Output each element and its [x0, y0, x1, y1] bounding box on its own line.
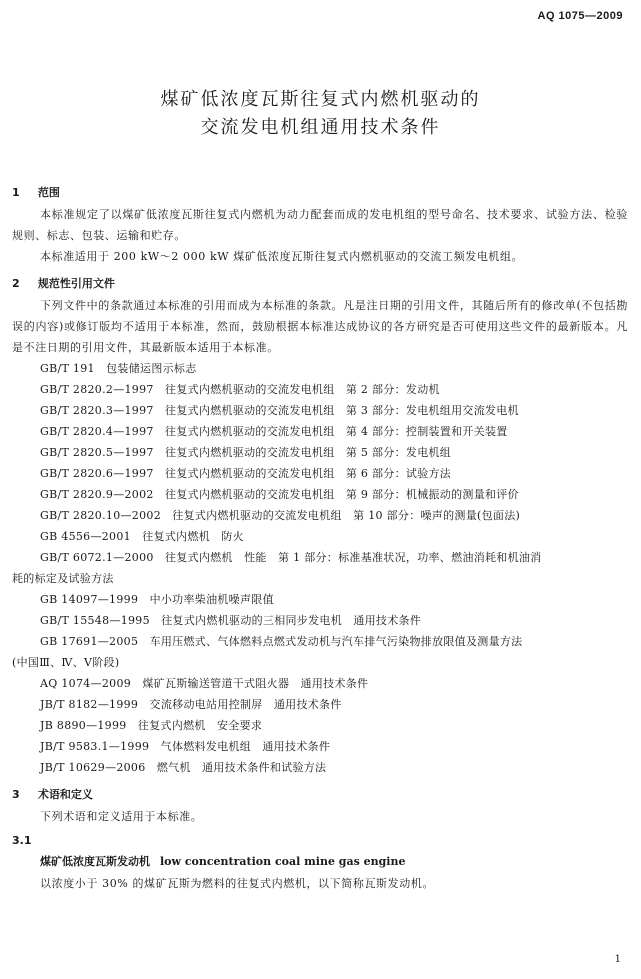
section-number: 1	[12, 186, 20, 199]
reference-code: JB 8890—1999	[40, 719, 127, 732]
scope-paragraph-2: 本标准适用于 200 kW～2 000 kW 煤矿低浓度瓦斯往复式内燃机驱动的交流工频发电机组。	[40, 250, 524, 263]
term-name-en: low concentration coal mine gas engine	[160, 855, 406, 868]
reference-title: 往复式内燃机驱动的交流发电机组 第 10 部分：噪声的测量(包面法)	[172, 509, 521, 522]
reference-item	[12, 757, 628, 778]
reference-code: GB/T 2820.6—1997	[40, 467, 154, 480]
references-intro: 下列文件中的条款通过本标准的引用而成为本标准的条款。凡是注日期的引用文件，其随后所有的修改单(不包括勘误的内容)或修订版均不适用于本标准，然而，鼓励根据本标准达成协议的各方研究是否可使用这些文件的最新版本。凡是不注日期的引用文件，其最新版本适用于本标准。	[12, 299, 628, 354]
term-definition: 以浓度小于 30% 的煤矿瓦斯为燃料的往复式内燃机，以下简称瓦斯发动机。	[40, 877, 435, 890]
section-3-heading	[12, 784, 628, 806]
reference-code: GB 17691—2005	[40, 635, 139, 648]
reference-title: 煤矿瓦斯输送管道干式阻火器 通用技术条件	[142, 677, 369, 690]
reference-item	[12, 589, 628, 610]
reference-title: 往复式内燃机驱动的交流发电机组 第 4 部分：控制装置和开关装置	[165, 425, 508, 438]
reference-title: 往复式内燃机驱动的交流发电机组 第 2 部分：发动机	[165, 383, 440, 396]
reference-item	[12, 505, 628, 526]
title-line-2: 交流发电机组通用技术条件	[200, 117, 441, 138]
reference-item	[12, 694, 628, 715]
section-1-heading	[12, 182, 628, 204]
term-name-cn: 煤矿低浓度瓦斯发动机	[40, 855, 150, 868]
reference-code: GB/T 2820.3—1997	[40, 404, 154, 417]
reference-item	[12, 421, 628, 442]
reference-item	[12, 547, 628, 568]
reference-item	[12, 526, 628, 547]
reference-code: JB/T 8182—1999	[40, 698, 139, 711]
reference-code: AQ 1074—2009	[40, 677, 132, 690]
section-title: 范围	[37, 186, 60, 199]
reference-title: 往复式内燃机驱动的交流发电机组 第 3 部分：发电机组用交流发电机	[165, 404, 519, 417]
reference-code: GB/T 2820.10—2002	[40, 509, 161, 522]
reference-title: 往复式内燃机驱动的三相同步发电机 通用技术条件	[161, 614, 422, 627]
reference-code: GB/T 2820.4—1997	[40, 425, 154, 438]
reference-title: 中小功率柴油机噪声限值	[149, 593, 274, 606]
reference-code: GB/T 2820.5—1997	[40, 446, 154, 459]
reference-continuation: (中国Ⅲ、Ⅳ、Ⅴ阶段)	[12, 656, 120, 669]
reference-item	[12, 358, 628, 379]
standard-code: AQ 1075—2009	[537, 10, 623, 22]
reference-code: GB 4556—2001	[40, 530, 131, 543]
reference-item	[12, 442, 628, 463]
reference-code: JB/T 10629—2006	[40, 761, 146, 774]
reference-code: GB/T 191	[40, 362, 95, 375]
reference-item	[12, 610, 628, 631]
reference-item	[12, 673, 628, 694]
reference-title: 往复式内燃机驱动的交流发电机组 第 6 部分：试验方法	[165, 467, 452, 480]
reference-title: 车用压燃式、气体燃料点燃式发动机与汽车排气污染物排放限值及测量方法	[149, 635, 523, 648]
section-title: 术语和定义	[37, 788, 93, 801]
reference-item	[12, 715, 628, 736]
reference-code: GB/T 6072.1—2000	[40, 551, 154, 564]
page-number: 1	[614, 954, 621, 965]
section-number: 3	[12, 788, 20, 801]
reference-code: GB/T 2820.2—1997	[40, 383, 154, 396]
reference-title: 往复式内燃机驱动的交流发电机组 第 5 部分：发电机组	[165, 446, 452, 459]
section-number: 2	[12, 277, 20, 290]
section-title: 规范性引用文件	[37, 277, 115, 290]
document-body	[12, 176, 628, 894]
reference-code: JB/T 9583.1—1999	[40, 740, 150, 753]
reference-title: 往复式内燃机驱动的交流发电机组 第 9 部分：机械振动的测量和评价	[165, 488, 519, 501]
reference-item	[12, 631, 628, 652]
reference-item	[12, 379, 628, 400]
section-2-heading	[12, 273, 628, 295]
reference-title: 包装储运图示标志	[106, 362, 197, 375]
term-name	[12, 851, 628, 873]
scope-paragraph-1: 本标准规定了以煤矿低浓度瓦斯往复式内燃机为动力配套而成的发电机组的型号命名、技术要求、试验方法、检验规则、标志、包装、运输和贮存。	[12, 208, 628, 242]
reference-code: GB 14097—1999	[40, 593, 139, 606]
reference-code: GB/T 15548—1995	[40, 614, 150, 627]
reference-title: 往复式内燃机 安全要求	[137, 719, 263, 732]
reference-item	[12, 463, 628, 484]
reference-item	[12, 400, 628, 421]
reference-code: GB/T 2820.9—2002	[40, 488, 154, 501]
document-title	[0, 86, 641, 142]
reference-title: 燃气机 通用技术条件和试验方法	[156, 761, 327, 774]
reference-title: 往复式内燃机 性能 第 1 部分：标准基准状况，功率、燃油消耗和机油消	[165, 551, 542, 564]
reference-title: 往复式内燃机 防火	[142, 530, 244, 543]
terms-intro: 下列术语和定义适用于本标准。	[40, 810, 203, 823]
reference-title: 气体燃料发电机组 通用技术条件	[160, 740, 331, 753]
term-number: 3.1	[12, 834, 32, 847]
reference-item	[12, 484, 628, 505]
reference-title: 交流移动电站用控制屏 通用技术条件	[149, 698, 342, 711]
reference-item	[12, 736, 628, 757]
title-line-1: 煤矿低浓度瓦斯往复式内燃机驱动的	[160, 89, 481, 110]
reference-continuation: 耗的标定及试验方法	[12, 572, 114, 585]
